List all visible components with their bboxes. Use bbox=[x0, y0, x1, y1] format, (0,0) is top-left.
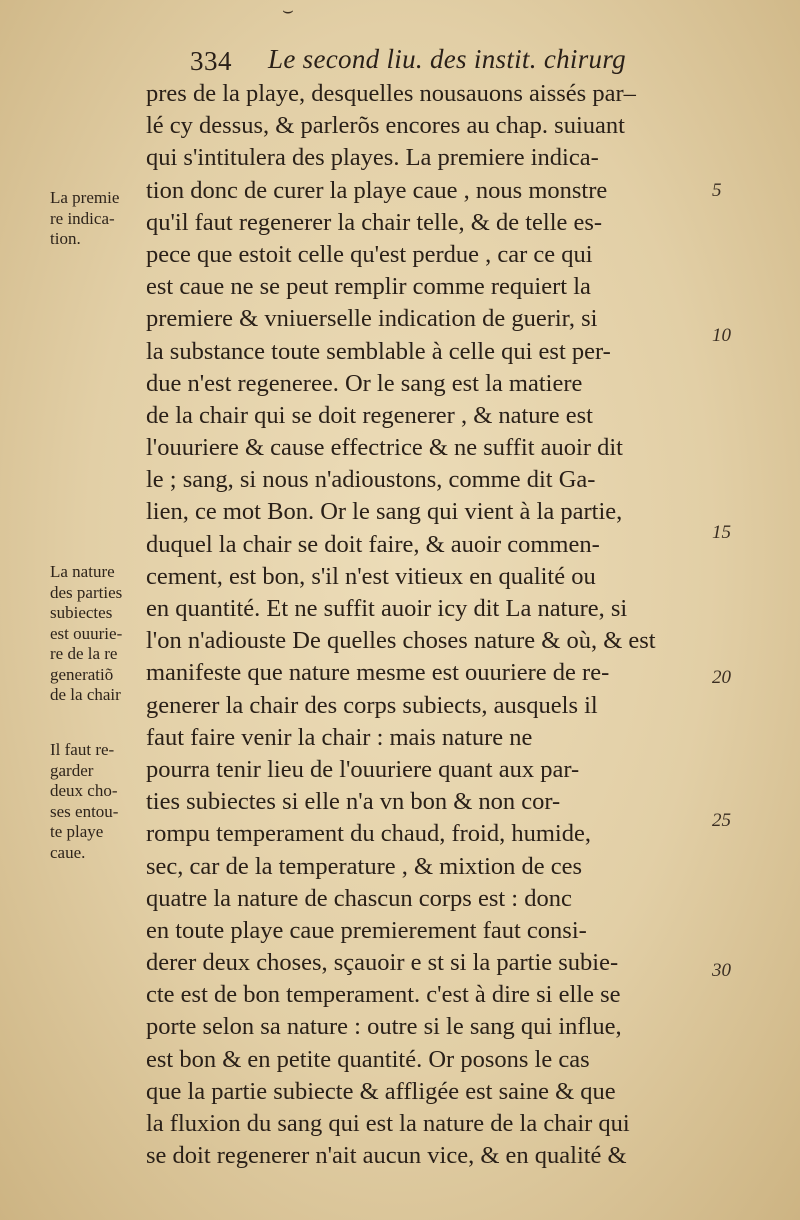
text-line: derer deux choses, sçauoir e st si la partie subie- bbox=[146, 949, 619, 977]
text-line: tion donc de curer la playe caue , nous monstre bbox=[146, 176, 608, 204]
line-number: 5 bbox=[712, 180, 722, 201]
text-line: de la chair qui se doit regenerer , & nature est bbox=[146, 401, 593, 429]
text-line: la substance toute semblable à celle qui est per- bbox=[146, 337, 611, 365]
margin-note-line: te playe bbox=[50, 822, 104, 841]
body-text bbox=[146, 78, 714, 1172]
page-number: 334 bbox=[190, 46, 232, 76]
text-line: cte est de bon temperament. c'est à dire si elle se bbox=[146, 981, 621, 1009]
margin-note-line: La nature bbox=[50, 562, 115, 581]
text-line: en toute playe caue premierement faut consi- bbox=[146, 916, 587, 944]
text-line: le ; sang, si nous n'adioustons, comme dit Ga- bbox=[146, 466, 596, 494]
text-line: l'ouuriere & cause effectrice & ne suffit auoir dit bbox=[146, 434, 623, 462]
text-line: duquel la chair se doit faire, & auoir commen- bbox=[146, 530, 600, 558]
margin-note-line: caue. bbox=[50, 842, 86, 862]
margin-note-line: garder bbox=[50, 760, 94, 780]
text-line: due n'est regeneree. Or le sang est la matiere bbox=[146, 369, 583, 397]
margin-note-two-things bbox=[50, 740, 170, 863]
text-line: lé cy dessus, & parlerõs encores au chap. suiuant bbox=[146, 112, 625, 140]
text-line: rompu temperament du chaud, froid, humide, bbox=[146, 820, 591, 848]
margin-note-line: La premie bbox=[50, 188, 120, 207]
text-line: la fluxion du sang qui est la nature de la chair qui bbox=[146, 1110, 630, 1137]
text-line: cement, est bon, s'il n'est vitieux en qualité ou bbox=[146, 562, 596, 590]
margin-note-first-indication bbox=[50, 188, 170, 250]
margin-note-line: re indica- bbox=[50, 208, 115, 228]
text-line: se doit regenerer n'ait aucun vice, & en qualité & bbox=[146, 1142, 627, 1170]
line-number: 25 bbox=[712, 810, 731, 831]
text-line: pece que estoit celle qu'est perdue , car ce qui bbox=[146, 240, 593, 268]
margin-note-line: deux cho- bbox=[50, 781, 118, 800]
line-number: 20 bbox=[712, 667, 731, 688]
text-line: pres de la playe, desquelles nousauons aissés par– bbox=[146, 80, 636, 107]
text-line: lien, ce mot Bon. Or le sang qui vient à la partie, bbox=[146, 498, 623, 526]
margin-note-line: de la chair bbox=[50, 685, 121, 704]
text-line: que la partie subiecte & affligée est saine & que bbox=[146, 1077, 616, 1105]
margin-note-nature bbox=[50, 562, 170, 706]
text-line: est caue ne se peut remplir comme requiert la bbox=[146, 273, 591, 301]
text-line: faut faire venir la chair : mais nature ne bbox=[146, 723, 533, 751]
running-head: Le second liu. des instit. chirurg bbox=[268, 44, 626, 74]
top-ornament: ⌣ bbox=[282, 0, 294, 21]
margin-note-line: re de la re bbox=[50, 644, 118, 663]
text-line: sec, car de la temperature , & mixtion de ces bbox=[146, 852, 583, 880]
text-line: en quantité. Et ne suffit auoir icy dit La nature, si bbox=[146, 595, 628, 622]
margin-note-line: subiectes bbox=[50, 603, 113, 622]
text-line: pourra tenir lieu de l'ouuriere quant aux par- bbox=[146, 755, 580, 783]
margin-note-line: tion. bbox=[50, 229, 81, 248]
text-line: generer la chair des corps subiects, ausquels il bbox=[146, 691, 598, 719]
text-line: quatre la nature de chascun corps est : donc bbox=[146, 884, 572, 912]
text-line: est bon & en petite quantité. Or posons le cas bbox=[146, 1045, 590, 1073]
margin-note-line: ses entou- bbox=[50, 801, 119, 821]
line-number: 10 bbox=[712, 325, 731, 346]
margin-note-line: generatiõ bbox=[50, 664, 114, 684]
text-line: l'on n'adiouste De quelles choses nature & où, & est bbox=[146, 627, 656, 655]
margin-note-line: est ouurie- bbox=[50, 623, 123, 643]
line-number: 15 bbox=[712, 522, 731, 543]
text-line: porte selon sa nature : outre si le sang qui influe, bbox=[146, 1013, 622, 1041]
text-line: premiere & vniuerselle indication de guerir, si bbox=[146, 305, 598, 333]
text-line: qu'il faut regenerer la chair telle, & de telle es- bbox=[146, 208, 603, 236]
text-line: manifeste que nature mesme est ouuriere de re- bbox=[146, 659, 610, 687]
text-line: ties subiectes si elle n'a vn bon & non cor- bbox=[146, 788, 561, 816]
line-number: 30 bbox=[712, 960, 731, 981]
margin-note-line: des parties bbox=[50, 582, 123, 602]
text-line: qui s'intitulera des playes. La premiere indica- bbox=[146, 144, 599, 172]
margin-note-line: Il faut re- bbox=[50, 740, 115, 759]
